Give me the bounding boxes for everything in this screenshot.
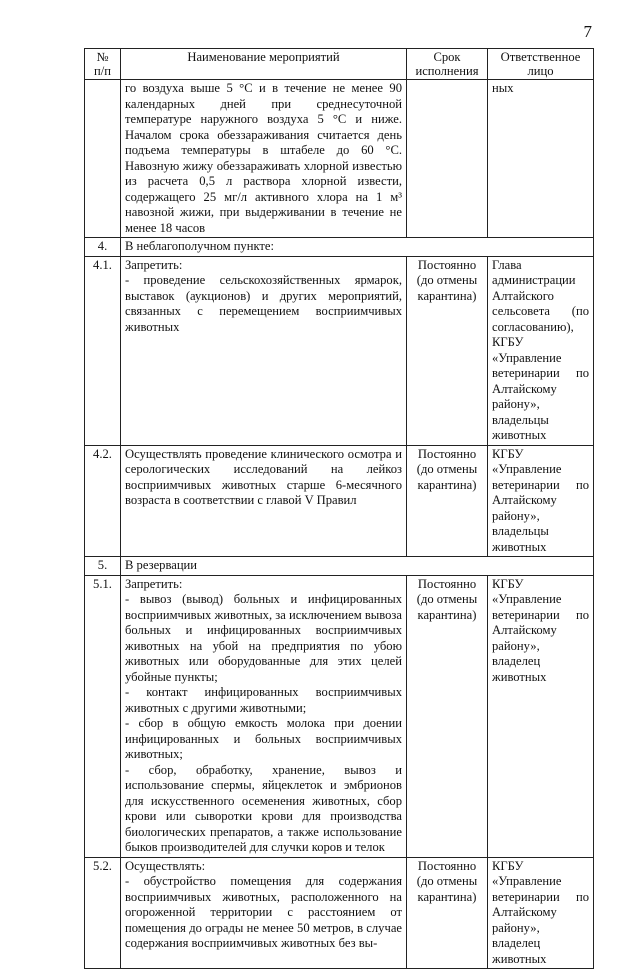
table-row <box>85 256 594 445</box>
row-name: Осуществлять проведение клинического осмотра и серологических исследований на лейкоз восприимчивых животных старше 6-месячного возраста в соответствии с главой V Правил <box>121 445 407 557</box>
row-num: 5.2. <box>85 857 121 969</box>
header-name: Наименование мероприятий <box>121 49 407 80</box>
row-responsible: ных <box>488 80 594 238</box>
row-num <box>85 80 121 238</box>
section-row <box>85 238 594 257</box>
row-term: Постоянно (до отмены карантина) <box>407 445 488 557</box>
table-row <box>85 445 594 557</box>
row-term <box>407 80 488 238</box>
row-num: 4.2. <box>85 445 121 557</box>
row-term: Постоянно (до отмены карантина) <box>407 857 488 969</box>
table-header-row <box>85 49 594 80</box>
row-name: Запретить: - проведение сельскохозяйственных ярмарок, выставок (аукционов) и других мероприятий, связанных с перемещением восприимчивых животных <box>121 256 407 445</box>
table-row <box>85 80 594 238</box>
header-term: Срок исполнения <box>407 49 488 80</box>
row-responsible: КГБУ «Управление ветеринарии по Алтайскому району», владельцы животных <box>488 445 594 557</box>
row-name: го воздуха выше 5 °С и в течение не менее 90 календарных дней при среднесуточной температуре наружного воздуха 5 °С и ниже. Началом срока обеззараживания считается день подъема температуры в штабеле до 60 °С. Навозную жижу обеззараживать хлорной известью из расчета 0,5 л раствора хлорной извести, содержащего 25 мг/л активного хлора на 1 м³ навозной жижи, при выдерживании в течение не менее 18 часов <box>121 80 407 238</box>
row-name: Запретить: - вывоз (вывод) больных и инфицированных восприимчивых животных, за исключением вывоза больных и инфицированных восприимчивых животных на убой на предприятия по убою животных или оборудованные для этих целей убойные пункты; - контакт инфицированных восприимчивых животных с другими животными; - сбор в общую емкость молока при доении инфицированных и больных восприимчивых животных; - сбор, обработку, хранение, вывоз и использование спермы, яйцеклеток и эмбрионов для искусственного осеменения животных, сбор крови или сыворотки крови для производства биологических препаратов, а также использование быков производителей для случки коров и телок <box>121 575 407 857</box>
row-term: Постоянно (до отмены карантина) <box>407 256 488 445</box>
section-num: 4. <box>85 238 121 257</box>
section-row <box>85 557 594 576</box>
row-responsible: КГБУ «Управление ветеринарии по Алтайскому району», владелец животных <box>488 857 594 969</box>
row-num: 4.1. <box>85 256 121 445</box>
row-term: Постоянно (до отмены карантина) <box>407 575 488 857</box>
measures-table <box>84 48 594 969</box>
header-num: № п/п <box>85 49 121 80</box>
section-title: В резервации <box>121 557 594 576</box>
row-name: Осуществлять: - обустройство помещения для содержания восприимчивых животных, расположенного на огороженной территории с расстоянием от помещения до ограды не менее 50 метров, в случае содержания восприимчивых животных без вы- <box>121 857 407 969</box>
page-number: 7 <box>583 22 592 41</box>
header-responsible: Ответственное лицо <box>488 49 594 80</box>
section-num: 5. <box>85 557 121 576</box>
row-responsible: Глава администрации Алтайского сельсовета (по согласованию), КГБУ «Управление ветеринарии по Алтайскому району», владельцы животных <box>488 256 594 445</box>
table-row <box>85 857 594 969</box>
table-row <box>85 575 594 857</box>
row-responsible: КГБУ «Управление ветеринарии по Алтайскому району», владелец животных <box>488 575 594 857</box>
section-title: В неблагополучном пункте: <box>121 238 594 257</box>
row-num: 5.1. <box>85 575 121 857</box>
